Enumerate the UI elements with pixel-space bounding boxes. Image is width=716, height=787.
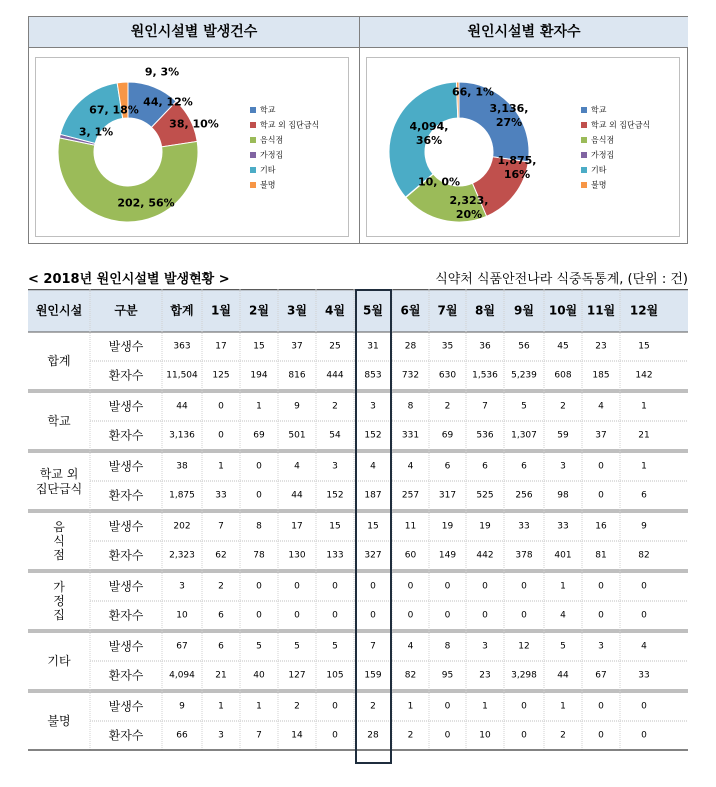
- cell-4-0-11: 0: [598, 581, 604, 592]
- cell-0-0-10: 45: [557, 341, 569, 352]
- cell-3-0-6: 11: [404, 521, 417, 532]
- cell-0-0-9: 56: [518, 341, 530, 352]
- cell-3-1-7: 149: [438, 550, 457, 561]
- cell-4-0-8: 0: [482, 581, 488, 592]
- cell-5-1-2: 40: [253, 670, 265, 681]
- cell-3-0-12: 9: [641, 521, 647, 532]
- table-header-1: 구분: [114, 303, 138, 318]
- group-label-5: 기타: [47, 654, 71, 668]
- legend-label-1-5: 불명: [591, 180, 607, 190]
- cell-6-0-7: 0: [444, 701, 451, 712]
- row-kind-2-0: 발생수: [108, 459, 144, 474]
- cell-0-1-9: 5,239: [511, 370, 537, 381]
- cell-4-1-8: 0: [482, 610, 488, 621]
- legend-label-0-0: 학교: [260, 105, 276, 115]
- table-header-12: 10월: [548, 303, 578, 318]
- cell-0-1-11: 185: [592, 370, 610, 381]
- cell-1-0-5: 3: [370, 401, 376, 412]
- legend-swatch-1-2: [581, 137, 587, 143]
- cell-6-1-0: 66: [176, 730, 188, 741]
- cell-6-0-3: 2: [294, 701, 300, 712]
- cell-3-1-9: 378: [515, 550, 533, 561]
- row-kind-6-0: 발생수: [108, 699, 144, 714]
- table-header-10: 8월: [475, 303, 495, 318]
- legend-label-1-4: 기타: [591, 165, 607, 175]
- legend-swatch-1-4: [581, 167, 587, 173]
- legend-swatch-0-2: [250, 137, 256, 143]
- cell-1-1-4: 54: [329, 430, 341, 441]
- cell-2-1-7: 317: [438, 490, 457, 501]
- cell-1-1-8: 536: [476, 430, 494, 441]
- cell-5-0-1: 6: [218, 641, 224, 652]
- table-header-6: 4월: [325, 303, 345, 318]
- cell-1-1-2: 69: [253, 430, 265, 441]
- legend-label-1-1: 학교 외 집단급식: [591, 120, 651, 130]
- cell-2-1-9: 256: [515, 490, 533, 501]
- cell-3-1-2: 78: [253, 550, 265, 561]
- legend-label-0-4: 기타: [260, 165, 276, 175]
- row-kind-4-1: 환자수: [108, 608, 144, 623]
- cell-4-0-3: 0: [294, 581, 300, 592]
- table-header-8: 6월: [400, 303, 421, 318]
- cell-6-1-7: 0: [444, 730, 451, 741]
- cell-2-1-10: 98: [557, 490, 569, 501]
- cell-3-0-4: 15: [329, 521, 341, 532]
- cell-4-0-7: 0: [444, 581, 451, 592]
- cell-2-0-2: 0: [256, 461, 262, 472]
- cell-4-0-1: 2: [218, 581, 224, 592]
- cell-2-1-1: 33: [215, 490, 227, 501]
- table-header-11: 9월: [514, 303, 534, 318]
- legend-label-0-1: 학교 외 집단급식: [260, 120, 320, 130]
- row-kind-2-1: 환자수: [108, 488, 144, 503]
- cell-6-1-1: 3: [218, 730, 224, 741]
- cell-2-0-4: 3: [332, 461, 338, 472]
- cell-3-0-3: 17: [291, 521, 303, 532]
- cell-4-0-10: 1: [560, 581, 566, 592]
- cell-3-0-1: 7: [218, 521, 224, 532]
- cell-5-1-10: 44: [557, 670, 569, 681]
- cell-2-1-11: 0: [598, 490, 604, 501]
- cell-1-0-6: 8: [407, 401, 414, 412]
- table-header-9: 7월: [437, 303, 458, 318]
- cell-4-1-4: 0: [332, 610, 338, 621]
- cell-0-1-12: 142: [635, 370, 653, 381]
- data-label-0-1: 38, 10%: [169, 117, 219, 131]
- data-label-1-2: 2,323, 20%: [449, 194, 489, 221]
- cell-3-1-10: 401: [554, 550, 572, 561]
- cell-2-1-2: 0: [256, 490, 262, 501]
- cell-2-1-0: 1,875: [169, 490, 195, 501]
- cell-5-1-3: 127: [288, 670, 306, 681]
- data-label-1-5: 66, 1%: [452, 85, 494, 99]
- row-kind-1-0: 발생수: [108, 399, 144, 414]
- cell-3-0-9: 33: [518, 521, 530, 532]
- row-kind-5-1: 환자수: [108, 668, 144, 683]
- data-label-1-1: 1,875, 16%: [497, 154, 537, 181]
- cell-2-0-11: 0: [598, 461, 604, 472]
- legend-swatch-1-5: [581, 182, 587, 188]
- cell-6-1-5: 28: [367, 730, 379, 741]
- cell-1-0-0: 44: [176, 401, 188, 412]
- cell-1-1-5: 152: [364, 430, 382, 441]
- cell-6-1-10: 2: [560, 730, 566, 741]
- cell-6-0-6: 1: [407, 701, 414, 712]
- group-label-2: 학교 외 집단급식: [35, 467, 83, 496]
- cell-2-0-5: 4: [370, 461, 376, 472]
- cell-1-1-6: 331: [401, 430, 420, 441]
- legend-label-1-0: 학교: [591, 105, 607, 115]
- cell-5-0-9: 12: [518, 641, 530, 652]
- cell-1-1-9: 1,307: [511, 430, 537, 441]
- cell-5-0-6: 4: [407, 641, 414, 652]
- legend-swatch-0-5: [250, 182, 256, 188]
- cell-2-0-9: 6: [521, 461, 527, 472]
- cell-6-1-3: 14: [291, 730, 303, 741]
- data-label-0-3: 3, 1%: [78, 125, 114, 139]
- table-source: 식약처 식품안전나라 식중독통계, (단위 : 건): [435, 272, 688, 287]
- cell-1-1-7: 69: [441, 430, 454, 441]
- cell-3-1-0: 2,323: [169, 550, 195, 561]
- cell-0-0-6: 28: [404, 341, 417, 352]
- cell-2-0-8: 6: [482, 461, 488, 472]
- cell-0-1-2: 194: [250, 370, 268, 381]
- cell-4-1-12: 0: [641, 610, 647, 621]
- chart-title-patients: 원인시설별 환자수: [360, 17, 688, 48]
- cell-1-0-3: 9: [294, 401, 300, 412]
- cell-3-1-8: 442: [476, 550, 494, 561]
- cell-4-1-5: 0: [370, 610, 376, 621]
- legend-label-1-3: 가정집: [591, 150, 615, 160]
- cell-5-1-4: 105: [326, 670, 344, 681]
- pie-charts-container: [28, 16, 688, 244]
- cell-3-0-10: 33: [557, 521, 569, 532]
- cell-6-0-10: 1: [560, 701, 566, 712]
- cell-1-0-10: 2: [560, 401, 566, 412]
- cell-5-0-12: 4: [641, 641, 647, 652]
- cell-4-0-12: 0: [641, 581, 647, 592]
- cell-1-0-1: 0: [218, 401, 224, 412]
- cell-3-1-5: 327: [364, 550, 382, 561]
- cell-6-1-2: 7: [256, 730, 262, 741]
- row-kind-1-1: 환자수: [108, 428, 144, 443]
- cell-3-0-5: 15: [367, 521, 379, 532]
- cell-0-0-5: 31: [367, 341, 379, 352]
- cell-1-1-0: 3,136: [169, 430, 195, 441]
- data-label-1-0: 3,136, 27%: [489, 102, 529, 129]
- cell-5-1-12: 33: [638, 670, 650, 681]
- cell-3-0-11: 16: [595, 521, 607, 532]
- cell-6-0-2: 1: [256, 701, 262, 712]
- cell-5-0-5: 7: [370, 641, 376, 652]
- cell-5-0-3: 5: [294, 641, 300, 652]
- table-header-3: 1월: [211, 303, 231, 318]
- chart-panel-patients: [360, 17, 688, 243]
- cell-0-1-10: 608: [554, 370, 572, 381]
- cell-0-1-3: 816: [288, 370, 306, 381]
- cell-6-0-0: 9: [179, 701, 185, 712]
- cell-1-1-3: 501: [288, 430, 306, 441]
- cell-4-1-3: 0: [294, 610, 300, 621]
- row-kind-5-0: 발생수: [108, 639, 144, 654]
- statistics-table-grid: [28, 289, 688, 764]
- cell-4-1-11: 0: [598, 610, 604, 621]
- cell-1-1-12: 21: [638, 430, 650, 441]
- cell-6-1-4: 0: [332, 730, 338, 741]
- cell-4-0-2: 0: [256, 581, 262, 592]
- cell-0-0-7: 35: [441, 341, 454, 352]
- group-label-1: 학교: [47, 414, 71, 428]
- table-caption: < 2018년 원인시설별 발생현황 >: [28, 272, 230, 287]
- cell-5-0-7: 8: [444, 641, 451, 652]
- data-label-1-4: 4,094, 36%: [409, 120, 449, 147]
- data-label-0-2: 202, 56%: [117, 196, 175, 210]
- cell-0-1-1: 125: [212, 370, 230, 381]
- cell-5-0-2: 5: [256, 641, 262, 652]
- cell-2-1-6: 257: [401, 490, 420, 501]
- table-header-7: 5월: [363, 303, 383, 318]
- cell-3-0-2: 8: [256, 521, 262, 532]
- statistics-table: [28, 289, 688, 764]
- cell-4-1-7: 0: [444, 610, 451, 621]
- cell-0-0-3: 37: [291, 341, 303, 352]
- legend-swatch-0-3: [250, 152, 256, 158]
- table-header-2: 합계: [170, 303, 194, 318]
- table-header-4: 2월: [249, 303, 269, 318]
- legend-swatch-1-3: [581, 152, 587, 158]
- cell-5-1-1: 21: [215, 670, 227, 681]
- cell-4-1-1: 6: [218, 610, 224, 621]
- cell-2-0-12: 1: [641, 461, 647, 472]
- cell-3-0-0: 202: [173, 521, 191, 532]
- cell-0-0-1: 17: [215, 341, 227, 352]
- cell-1-0-7: 2: [444, 401, 451, 412]
- data-label-1-3: 10, 0%: [418, 175, 460, 189]
- cell-4-0-0: 3: [179, 581, 185, 592]
- legend-swatch-0-1: [250, 122, 256, 128]
- cell-2-1-4: 152: [326, 490, 344, 501]
- cell-4-0-6: 0: [407, 581, 414, 592]
- legend-label-0-2: 음식점: [260, 135, 284, 145]
- row-kind-0-0: 발생수: [108, 339, 144, 354]
- cell-2-0-0: 38: [176, 461, 188, 472]
- cell-6-0-4: 0: [332, 701, 338, 712]
- cell-5-0-10: 5: [560, 641, 566, 652]
- chart-panel-incidents: [29, 17, 360, 243]
- cell-3-0-7: 19: [441, 521, 454, 532]
- group-label-6: 불명: [47, 714, 71, 728]
- cell-2-1-3: 44: [291, 490, 303, 501]
- cell-4-1-2: 0: [256, 610, 262, 621]
- legend-label-0-3: 가정집: [260, 150, 284, 160]
- legend-swatch-0-0: [250, 107, 256, 113]
- cell-0-1-7: 630: [438, 370, 457, 381]
- chart-frame-patients: [366, 57, 680, 237]
- cell-1-0-9: 5: [521, 401, 527, 412]
- cell-5-0-11: 3: [598, 641, 604, 652]
- cell-2-1-8: 525: [476, 490, 494, 501]
- cell-6-0-12: 0: [641, 701, 647, 712]
- data-label-0-4: 67, 18%: [89, 103, 139, 117]
- cell-6-1-12: 0: [641, 730, 647, 741]
- cell-0-0-12: 15: [638, 341, 650, 352]
- table-caption-bar: [28, 266, 688, 286]
- cell-1-0-8: 7: [482, 401, 488, 412]
- cell-1-0-12: 1: [641, 401, 647, 412]
- cell-5-0-4: 5: [332, 641, 338, 652]
- table-header-5: 3월: [287, 303, 307, 318]
- row-kind-0-1: 환자수: [108, 368, 144, 383]
- cell-6-0-8: 1: [482, 701, 488, 712]
- legend-swatch-0-4: [250, 167, 256, 173]
- cell-5-1-6: 82: [404, 670, 417, 681]
- cell-0-1-5: 853: [364, 370, 382, 381]
- cell-4-1-9: 0: [521, 610, 527, 621]
- row-kind-3-1: 환자수: [108, 548, 144, 563]
- cell-4-1-0: 10: [176, 610, 188, 621]
- cell-2-0-10: 3: [560, 461, 566, 472]
- chart-title-incidents: 원인시설별 발생건수: [29, 17, 359, 48]
- cell-5-1-7: 95: [441, 670, 454, 681]
- cell-2-1-12: 6: [641, 490, 647, 501]
- legend-label-1-2: 음식점: [591, 135, 615, 145]
- cell-4-0-9: 0: [521, 581, 527, 592]
- cell-2-0-6: 4: [407, 461, 414, 472]
- cell-4-0-4: 0: [332, 581, 338, 592]
- group-label-3: 음 식 점: [53, 520, 65, 562]
- cell-2-0-1: 1: [218, 461, 224, 472]
- cell-4-1-10: 4: [560, 610, 566, 621]
- cell-1-0-4: 2: [332, 401, 338, 412]
- cell-0-0-4: 25: [329, 341, 341, 352]
- row-kind-6-1: 환자수: [108, 728, 144, 743]
- cell-3-1-4: 133: [326, 550, 344, 561]
- cell-6-1-6: 2: [407, 730, 414, 741]
- cell-1-0-2: 1: [256, 401, 262, 412]
- table-header-0: 원인시설: [35, 303, 83, 318]
- cell-2-0-7: 6: [444, 461, 451, 472]
- cell-5-0-0: 67: [176, 641, 188, 652]
- row-kind-3-0: 발생수: [108, 519, 144, 534]
- cell-5-1-9: 3,298: [511, 670, 537, 681]
- cell-3-0-8: 19: [479, 521, 491, 532]
- cell-0-1-4: 444: [326, 370, 344, 381]
- cell-6-1-9: 0: [521, 730, 527, 741]
- cell-5-1-0: 4,094: [169, 670, 195, 681]
- legend-label-0-5: 불명: [260, 180, 276, 190]
- cell-5-0-8: 3: [482, 641, 488, 652]
- data-label-0-0: 44, 12%: [143, 95, 193, 109]
- table-header-14: 12월: [629, 303, 659, 318]
- cell-6-1-8: 10: [479, 730, 491, 741]
- cell-4-1-6: 0: [407, 610, 414, 621]
- donut-chart-incidents: [36, 58, 348, 236]
- cell-0-0-11: 23: [595, 341, 607, 352]
- cell-3-1-6: 60: [404, 550, 417, 561]
- cell-1-0-11: 4: [598, 401, 604, 412]
- cell-5-1-11: 67: [595, 670, 607, 681]
- cell-0-0-2: 15: [253, 341, 265, 352]
- cell-3-1-12: 82: [638, 550, 650, 561]
- cell-4-0-5: 0: [370, 581, 376, 592]
- donut-chart-patients: [367, 58, 679, 236]
- legend-swatch-1-1: [581, 122, 587, 128]
- cell-1-1-11: 37: [595, 430, 607, 441]
- cell-0-1-6: 732: [401, 370, 420, 381]
- cell-1-1-10: 59: [557, 430, 569, 441]
- cell-5-1-8: 23: [479, 670, 491, 681]
- cell-0-1-8: 1,536: [472, 370, 498, 381]
- cell-6-0-5: 2: [370, 701, 376, 712]
- chart-frame-incidents: [35, 57, 349, 237]
- cell-2-1-5: 187: [364, 490, 382, 501]
- cell-3-1-3: 130: [288, 550, 306, 561]
- row-kind-4-0: 발생수: [108, 579, 144, 594]
- cell-0-0-0: 363: [173, 341, 191, 352]
- cell-0-1-0: 11,504: [166, 370, 198, 381]
- cell-3-1-11: 81: [595, 550, 607, 561]
- table-header-13: 11월: [586, 303, 616, 318]
- cell-6-0-1: 1: [218, 701, 224, 712]
- group-label-0: 합계: [47, 354, 71, 368]
- cell-3-1-1: 62: [215, 550, 227, 561]
- cell-5-1-5: 159: [364, 670, 382, 681]
- data-label-0-5: 9, 3%: [144, 65, 180, 79]
- cell-6-0-9: 0: [521, 701, 527, 712]
- cell-0-0-8: 36: [479, 341, 491, 352]
- cell-2-0-3: 4: [294, 461, 300, 472]
- cell-6-0-11: 0: [598, 701, 604, 712]
- cell-1-1-1: 0: [218, 430, 224, 441]
- legend-swatch-1-0: [581, 107, 587, 113]
- cell-6-1-11: 0: [598, 730, 604, 741]
- group-label-4: 가 정 집: [53, 580, 65, 622]
